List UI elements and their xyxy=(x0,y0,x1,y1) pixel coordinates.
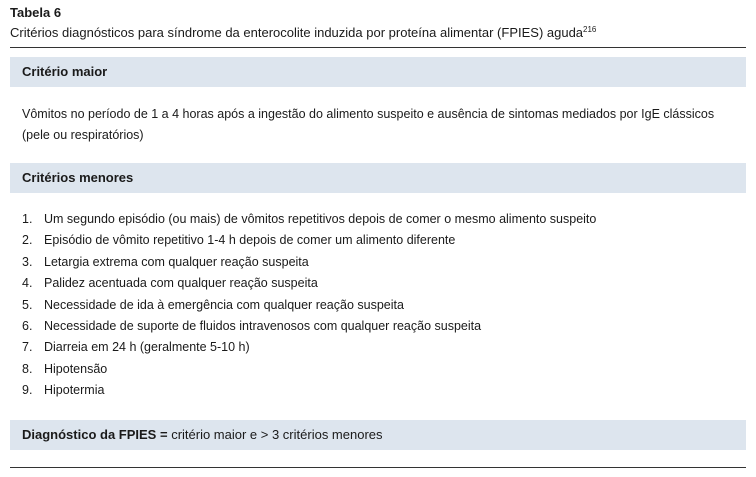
list-item-number: 6. xyxy=(22,318,33,333)
list-item xyxy=(22,273,596,294)
list-item-number: 5. xyxy=(22,297,33,312)
list-item-number: 7. xyxy=(22,340,33,355)
major-criterion-header xyxy=(10,57,746,87)
bottom-rule xyxy=(10,467,746,468)
list-item-text: Necessidade de suporte de fluidos intravenosos com qualquer reação suspeita xyxy=(44,318,482,333)
table-title-reference: 216 xyxy=(583,25,597,34)
diagnosis-row xyxy=(10,420,746,450)
list-item-number: 3. xyxy=(22,254,33,269)
list-item-text: Episódio de vômito repetitivo 1-4 h depois de comer um alimento diferente xyxy=(44,233,456,248)
table-title xyxy=(10,22,746,41)
table-title-text: Critérios diagnósticos para síndrome da enterocolite induzida por proteína alimentar (FPIES) aguda xyxy=(10,25,584,40)
list-item xyxy=(22,209,596,230)
list-item-text: Diarreia em 24 h (geralmente 5-10 h) xyxy=(44,340,250,355)
list-item-number: 2. xyxy=(22,233,33,248)
top-rule xyxy=(10,47,746,48)
list-item xyxy=(22,337,596,358)
list-item-text: Letargia extrema com qualquer reação suspeita xyxy=(44,254,309,269)
diagnosis-label: Diagnóstico da FPIES = xyxy=(22,427,168,442)
list-item-number: 4. xyxy=(22,276,33,291)
list-item xyxy=(22,230,596,251)
minor-criteria-header xyxy=(10,163,746,193)
minor-criteria-list xyxy=(22,209,596,402)
list-item xyxy=(22,380,596,401)
diagnosis-text: critério maior e > 3 critérios menores xyxy=(171,427,383,442)
list-item-number: 8. xyxy=(22,361,33,376)
table-label: Tabela 6 xyxy=(10,5,62,20)
minor-criteria-heading: Critérios menores xyxy=(22,170,134,185)
list-item-number: 1. xyxy=(22,212,33,226)
list-item-number: 9. xyxy=(22,383,33,398)
list-item xyxy=(22,295,596,316)
list-item-text: Hipotermia xyxy=(44,383,105,398)
list-item-text: Necessidade de ida à emergência com qualquer reação suspeita xyxy=(44,297,404,312)
list-item-text: Hipotensão xyxy=(44,361,108,376)
major-criterion-heading: Critério maior xyxy=(22,64,108,79)
list-item xyxy=(22,316,596,337)
list-item xyxy=(22,359,596,380)
table-caption xyxy=(10,5,746,41)
major-criterion-text: Vômitos no período de 1 a 4 horas após a ingestão do alimento suspeito e ausência de sintomas mediados por IgE clássicos (pele ou respiratórios) xyxy=(22,107,715,142)
list-item-text: Palidez acentuada com qualquer reação suspeita xyxy=(44,276,318,291)
list-item xyxy=(22,252,596,273)
list-item-text: Um segundo episódio (ou mais) de vômitos repetitivos depois de comer o mesmo alimento suspeito xyxy=(44,212,597,226)
